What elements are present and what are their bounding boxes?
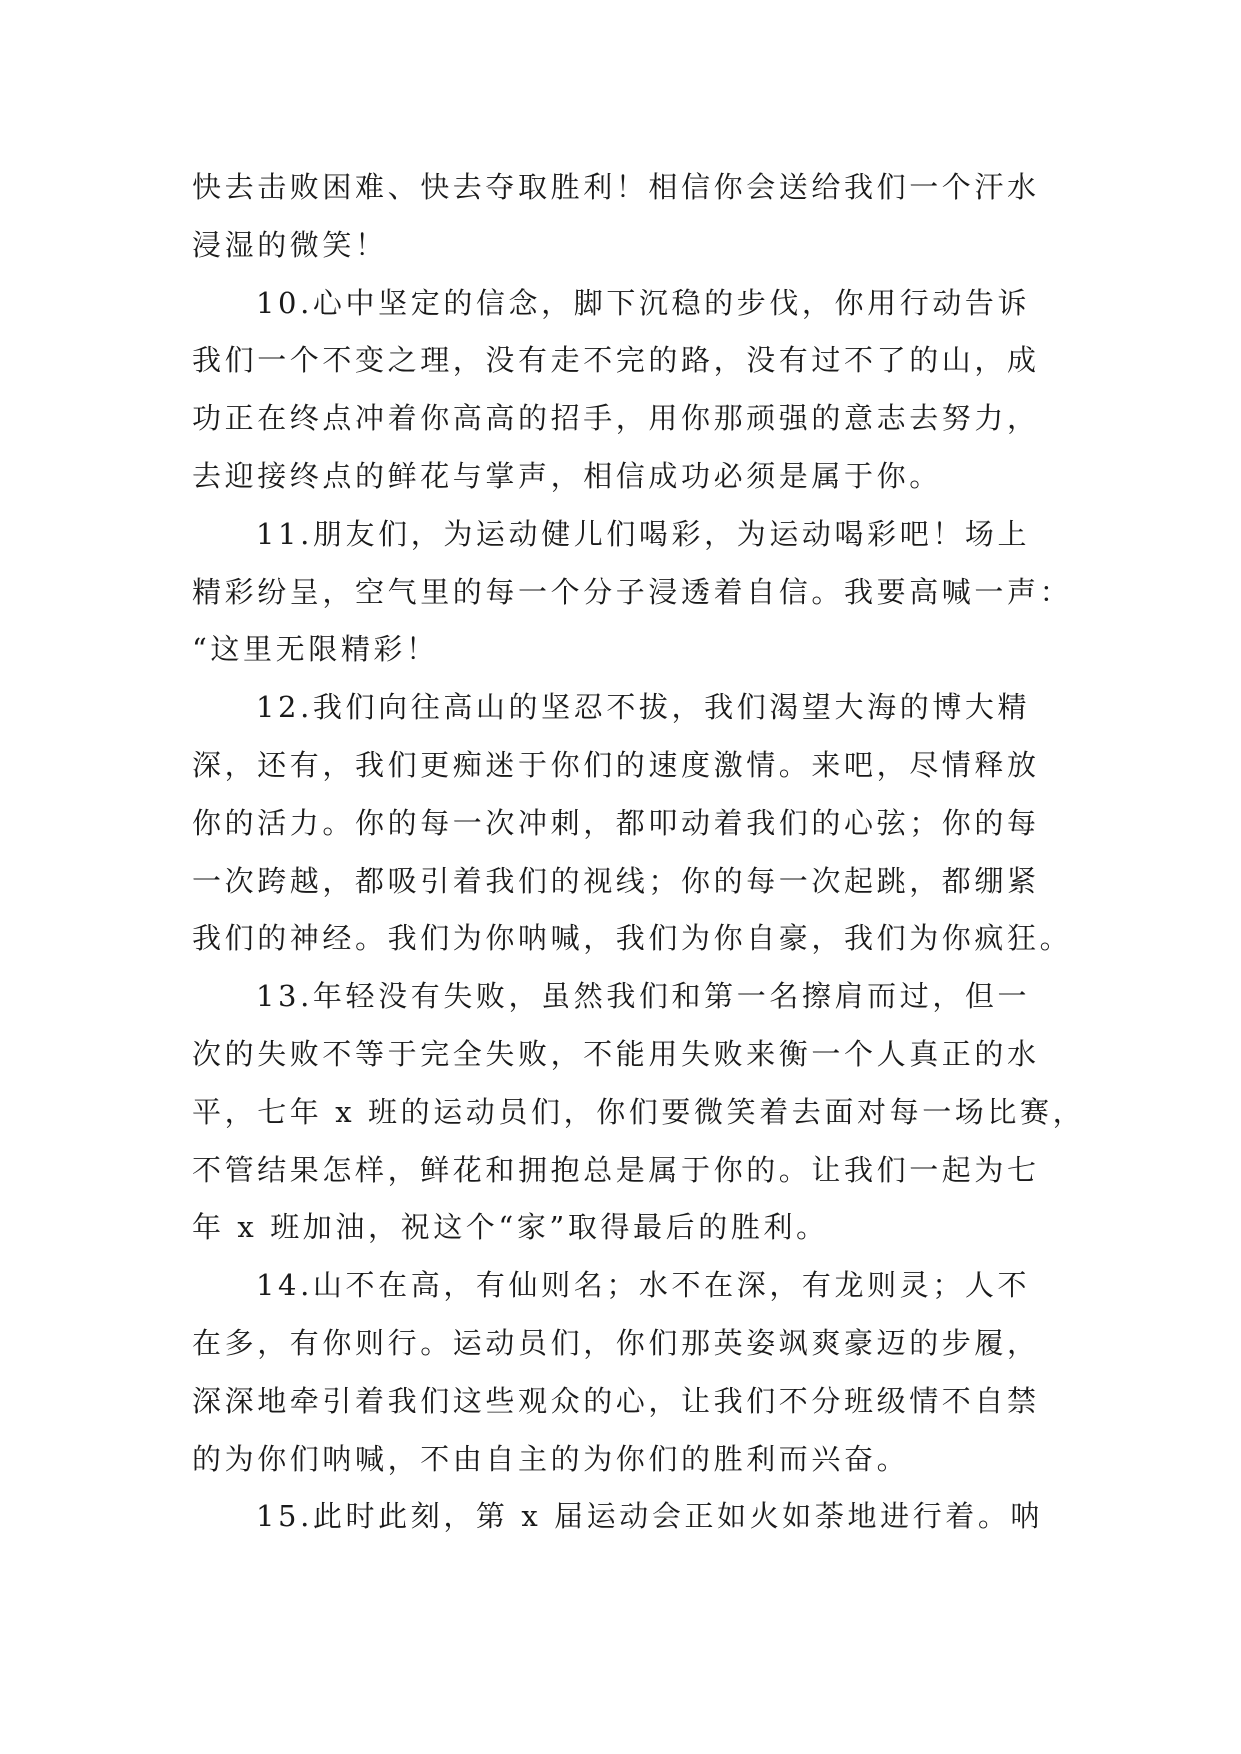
text-line: 10.心中坚定的信念，脚下沉稳的步伐，你用行动告诉 [256, 285, 1031, 320]
text-line: 一次跨越，都吸引着我们的视线；你的每一次起跳，都绷紧 [192, 863, 1040, 898]
text-line: 12.我们向往高山的坚忍不拔，我们渴望大海的博大精 [256, 690, 1031, 725]
text-line: 13.年轻没有失败，虽然我们和第一名擦肩而过，但一 [256, 979, 1031, 1014]
text-line: 深深地牵引着我们这些观众的心，让我们不分班级情不自禁 [192, 1383, 1040, 1418]
text-line: “这里无限精彩！ [192, 632, 439, 667]
text-line: 15.此时此刻，第 x 届运动会正如火如荼地进行着。呐 [256, 1499, 1044, 1534]
text-line: 平，七年 x 班的运动员们，你们要微笑着去面对每一场比赛， [192, 1094, 1086, 1129]
text-line: 11.朋友们，为运动健儿们喝彩，为运动喝彩吧！场上 [256, 516, 1031, 551]
text-line: 浸湿的微笑！ [192, 227, 388, 262]
text-line: 年 x 班加油，祝这个“家”取得最后的胜利。 [192, 1210, 829, 1245]
text-line: 在多，有你则行。运动员们，你们那英姿飒爽豪迈的步履， [192, 1325, 1040, 1360]
text-line: 14.山不在高，有仙则名；水不在深，有龙则灵；人不 [256, 1268, 1031, 1303]
text-line: 快去击败困难、快去夺取胜利！相信你会送给我们一个汗水 [192, 170, 1040, 204]
text-line: 功正在终点冲着你高高的招手，用你那顽强的意志去努力， [192, 401, 1040, 436]
text-line: 我们的神经。我们为你呐喊，我们为你自豪，我们为你疯狂。 [192, 921, 1073, 956]
text-line: 不管结果怎样，鲜花和拥抱总是属于你的。让我们一起为七 [192, 1152, 1040, 1187]
text-line: 深，还有，我们更痴迷于你们的速度激情。来吧，尽情释放 [192, 747, 1040, 782]
text-line: 你的活力。你的每一次冲刺，都叩动着我们的心弦；你的每 [192, 805, 1040, 840]
text-line: 的为你们呐喊，不由自主的为你们的胜利而兴奋。 [192, 1441, 910, 1476]
document-body [192, 159, 1086, 1546]
text-line: 去迎接终点的鲜花与掌声，相信成功必须是属于你。 [192, 458, 942, 493]
text-line: 次的失败不等于完全失败，不能用失败来衡一个人真正的水 [192, 1036, 1040, 1071]
text-line: 我们一个不变之理，没有走不完的路，没有过不了的山，成 [192, 343, 1040, 378]
text-line: 精彩纷呈，空气里的每一个分子浸透着自信。我要高喊一声： [192, 574, 1073, 609]
